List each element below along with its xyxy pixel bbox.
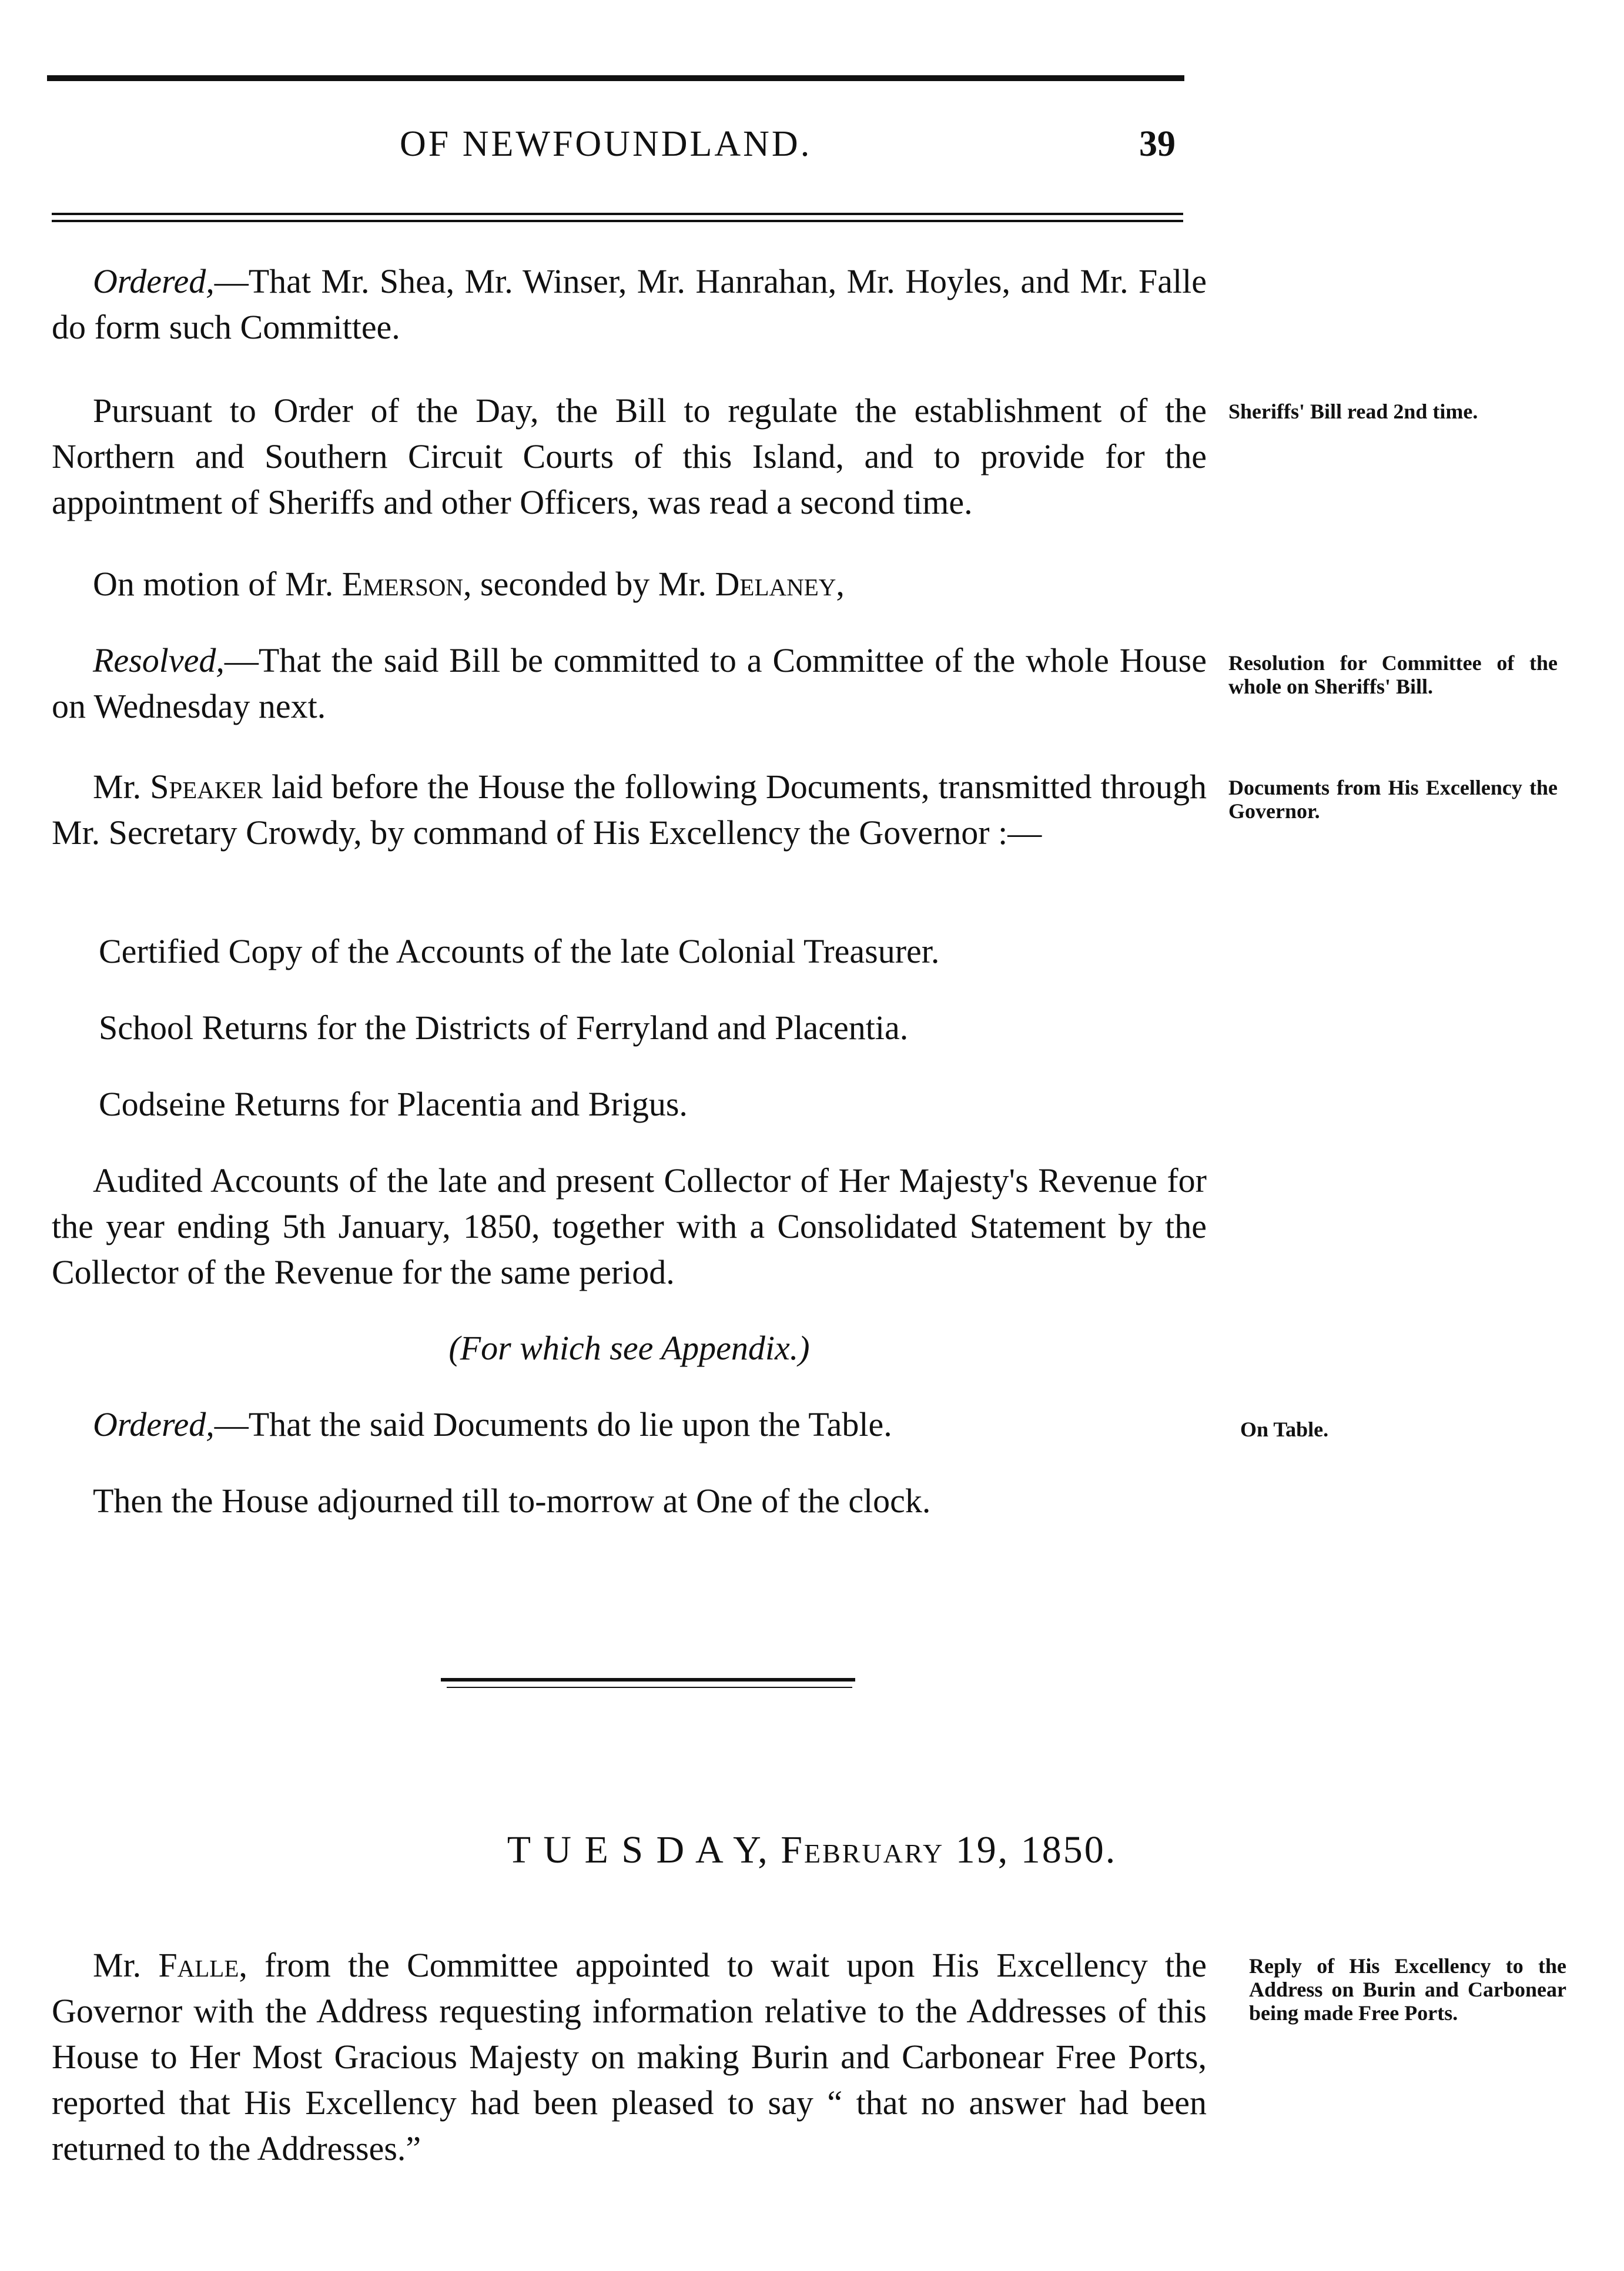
document-item-codseine-returns xyxy=(99,1081,1207,1127)
paragraph-ordered-committee xyxy=(52,259,1207,350)
paragraph-text: Mr. xyxy=(93,1946,159,1984)
section-separator-rule-thin xyxy=(447,1687,852,1688)
member-name: Falle xyxy=(158,1946,239,1984)
header-rule-lower xyxy=(52,220,1183,222)
margin-note-reply: Reply of His Excellency to the Address on Burin and Carbonear being made Free Ports. xyxy=(1249,1954,1566,2025)
date-heading-date: February 19, 1850. xyxy=(781,1828,1117,1871)
paragraph-text: —That Mr. Shea, Mr. Winser, Mr. Hanrahan, Mr. Hoyles, and Mr. Falle do form such Committee. xyxy=(52,262,1207,346)
paragraph-ordered-table xyxy=(52,1402,1207,1448)
margin-note-resolution: Resolution for Committee of the whole on Sheriffs' Bill. xyxy=(1228,651,1558,698)
margin-note-on-table: On Table. xyxy=(1240,1418,1329,1441)
margin-note-sheriffs-bill: Sheriffs' Bill read 2nd time. xyxy=(1228,400,1478,423)
date-heading-day: T U E S D A Y xyxy=(507,1828,758,1871)
paragraph-sheriffs-bill xyxy=(52,388,1207,525)
paragraph-text: , seconded by Mr. xyxy=(463,565,715,603)
paragraph-text: School Returns for the Districts of Ferryland and Placentia. xyxy=(99,1009,909,1047)
appendix-note xyxy=(52,1325,1207,1371)
paragraph-text: Mr. xyxy=(93,768,150,806)
paragraph-text: Pursuant to Order of the Day, the Bill to regulate the establishment of the Northern and Southern Circuit Courts of this Island, and to provide for the appointment of Sheriffs and other Officers, was read a second time. xyxy=(52,391,1207,521)
member-name: Delaney xyxy=(715,565,836,603)
page-number: 39 xyxy=(1139,124,1176,164)
date-heading: T U E S D A Y, February 19, 1850. xyxy=(507,1828,1117,1871)
section-separator-rule xyxy=(441,1678,855,1682)
paragraph-resolved xyxy=(52,638,1207,729)
member-name: Speaker xyxy=(150,768,263,806)
paragraph-text: Audited Accounts of the late and present Collector of Her Majesty's Revenue for the year ending 5th January, 1850, together with a Consolidated Statement by the Collector of the Revenue for the same period. xyxy=(52,1161,1207,1291)
paragraph-text: (For which see Appendix.) xyxy=(448,1329,810,1367)
member-name: Emerson xyxy=(341,565,464,603)
paragraph-text: laid before the House the following Documents, transmitted through Mr. Secretary Crowdy, by command of His Excellency the Governor :— xyxy=(52,768,1207,852)
document-item-audited-accounts xyxy=(52,1158,1207,1295)
document-item-school-returns xyxy=(99,1005,1207,1051)
paragraph-lead: Ordered, xyxy=(93,262,215,300)
paragraph-text: Then the House adjourned till to-morrow at One of the clock. xyxy=(93,1482,931,1520)
paragraph-text: Codseine Returns for Placentia and Brigus. xyxy=(99,1085,688,1123)
top-rule xyxy=(47,75,1184,81)
paragraph-text: , from the Committee appointed to wait upon His Excellency the Governor with the Address requesting information relative to the Addresses of this House to Her Most Gracious Majesty on making Burin and Carbonear Free Ports, reported that His Excellency had been pleased to say “ that no answer had been returned to the Addresses.” xyxy=(52,1946,1207,2168)
page-header-title: OF NEWFOUNDLAND. xyxy=(400,124,812,164)
paragraph-lead: Ordered, xyxy=(93,1405,215,1443)
document-item-treasurer xyxy=(99,929,1207,974)
paragraph-text: On motion of Mr. xyxy=(93,565,342,603)
paragraph-speaker-documents xyxy=(52,764,1207,856)
header-rule-upper xyxy=(52,213,1183,215)
paragraph-text: —That the said Documents do lie upon the Table. xyxy=(214,1405,892,1443)
paragraph-motion xyxy=(52,561,1207,607)
paragraph-lead: Resolved, xyxy=(93,641,225,679)
paragraph-text: Certified Copy of the Accounts of the late Colonial Treasurer. xyxy=(99,932,940,970)
margin-note-documents: Documents from His Excellency the Governor. xyxy=(1228,776,1558,823)
paragraph-adjourned xyxy=(52,1478,1207,1524)
paragraph-falle-report xyxy=(52,1942,1207,2172)
paragraph-text: , xyxy=(836,565,845,603)
paragraph-text: —That the said Bill be committed to a Committee of the whole House on Wednesday next. xyxy=(52,641,1207,725)
